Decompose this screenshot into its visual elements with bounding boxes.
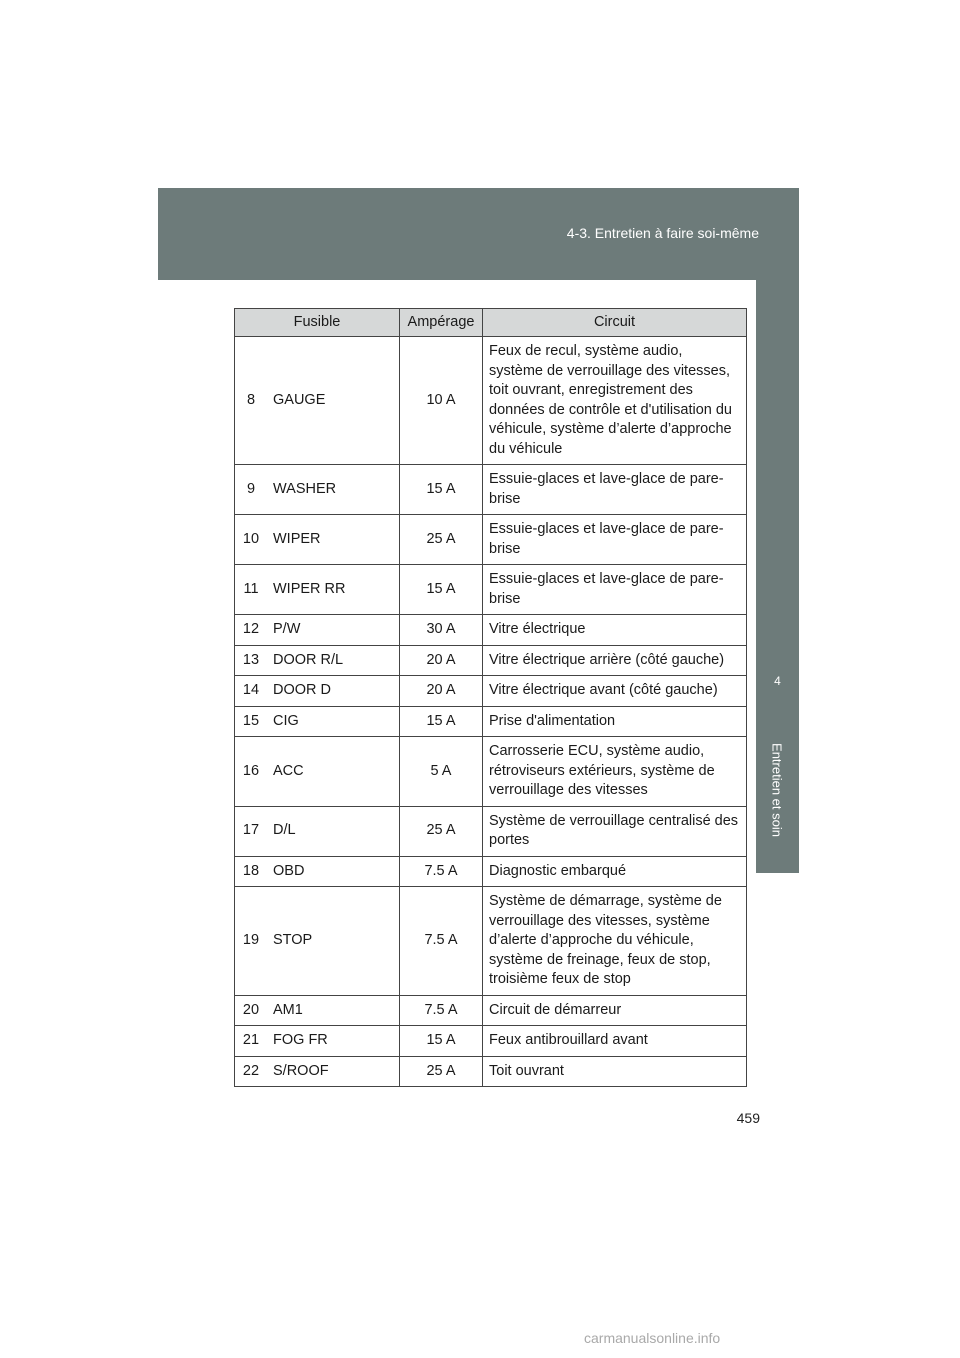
fuse-amperage: 20 A [400,676,483,707]
fuse-amperage: 7.5 A [400,856,483,887]
fuse-code: DOOR D [267,676,400,707]
fuse-amperage: 30 A [400,615,483,646]
fuse-code: D/L [267,806,400,856]
fuse-number: 18 [235,856,268,887]
fuse-number: 9 [235,465,268,515]
table-row [235,1056,747,1087]
fuse-amperage: 7.5 A [400,887,483,996]
fuse-number: 13 [235,645,268,676]
chapter-label: Entretien et soin [769,743,785,837]
fuse-circuit: Essuie-glaces et lave-glace de pare-brise [483,515,747,565]
fuse-circuit: Prise d'alimentation [483,706,747,737]
fuse-table [234,308,747,1087]
fuse-code: GAUGE [267,337,400,465]
fuse-code: CIG [267,706,400,737]
watermark: carmanualsonline.info [584,1330,721,1346]
table-row [235,737,747,807]
fuse-code: ACC [267,737,400,807]
table-body [235,337,747,1087]
table-row [235,676,747,707]
table-row [235,856,747,887]
fuse-number: 11 [235,565,268,615]
fuse-amperage: 15 A [400,465,483,515]
fuse-code: DOOR R/L [267,645,400,676]
chapter-side-tab [756,280,799,873]
fuse-number: 16 [235,737,268,807]
fuse-number: 22 [235,1056,268,1087]
header-amperage: Ampérage [400,309,483,337]
fuse-circuit: Diagnostic embarqué [483,856,747,887]
table-row [235,1026,747,1057]
fuse-circuit: Vitre électrique avant (côté gauche) [483,676,747,707]
fuse-number: 8 [235,337,268,465]
fuse-number: 10 [235,515,268,565]
table-row [235,645,747,676]
fuse-amperage: 20 A [400,645,483,676]
fuse-amperage: 15 A [400,565,483,615]
fuse-circuit: Essuie-glaces et lave-glace de pare-brise [483,565,747,615]
fuse-circuit: Système de verrouillage centralisé des portes [483,806,747,856]
fuse-code: WIPER [267,515,400,565]
page-number: 459 [736,1110,760,1126]
table-row [235,887,747,996]
fuse-circuit: Toit ouvrant [483,1056,747,1087]
section-title: 4-3. Entretien à faire soi-même [566,225,759,241]
fuse-circuit: Feux de recul, système audio, système de verrouillage des vitesses, toit ouvrant, enregistrement des données de contrôle et d'utilisation du véhicule, système d’alerte d’approche du véhicule [483,337,747,465]
fuse-amperage: 25 A [400,515,483,565]
fuse-number: 15 [235,706,268,737]
fuse-code: OBD [267,856,400,887]
section-header-band [158,188,799,280]
fuse-amperage: 7.5 A [400,995,483,1026]
fuse-number: 14 [235,676,268,707]
fuse-code: AM1 [267,995,400,1026]
header-fusible: Fusible [235,309,400,337]
fuse-code: WIPER RR [267,565,400,615]
fuse-number: 17 [235,806,268,856]
fuse-code: STOP [267,887,400,996]
table-row [235,995,747,1026]
table-row [235,337,747,465]
fuse-amperage: 15 A [400,706,483,737]
table-row [235,615,747,646]
table-row [235,465,747,515]
fuse-code: S/ROOF [267,1056,400,1087]
fuse-circuit: Vitre électrique arrière (côté gauche) [483,645,747,676]
table-row [235,515,747,565]
fuse-amperage: 5 A [400,737,483,807]
fuse-code: FOG FR [267,1026,400,1057]
fuse-number: 20 [235,995,268,1026]
fuse-number: 12 [235,615,268,646]
fuse-number: 19 [235,887,268,996]
header-circuit: Circuit [483,309,747,337]
table-row [235,806,747,856]
fuse-circuit: Carrosserie ECU, système audio, rétroviseurs extérieurs, système de verrouillage des vitesses [483,737,747,807]
table-row [235,706,747,737]
fuse-code: WASHER [267,465,400,515]
table-header-row [235,309,747,337]
fuse-code: P/W [267,615,400,646]
fuse-amperage: 25 A [400,806,483,856]
fuse-circuit: Feux antibrouillard avant [483,1026,747,1057]
fuse-number: 21 [235,1026,268,1057]
fuse-amperage: 25 A [400,1056,483,1087]
fuse-circuit: Système de démarrage, système de verrouillage des vitesses, système d’alerte d’approche du véhicule, système de freinage, feux de stop, troisième feux de stop [483,887,747,996]
table-row [235,565,747,615]
fuse-amperage: 10 A [400,337,483,465]
fuse-circuit: Circuit de démarreur [483,995,747,1026]
chapter-number: 4 [774,674,781,688]
fuse-circuit: Essuie-glaces et lave-glace de pare-brise [483,465,747,515]
fuse-amperage: 15 A [400,1026,483,1057]
fuse-circuit: Vitre électrique [483,615,747,646]
